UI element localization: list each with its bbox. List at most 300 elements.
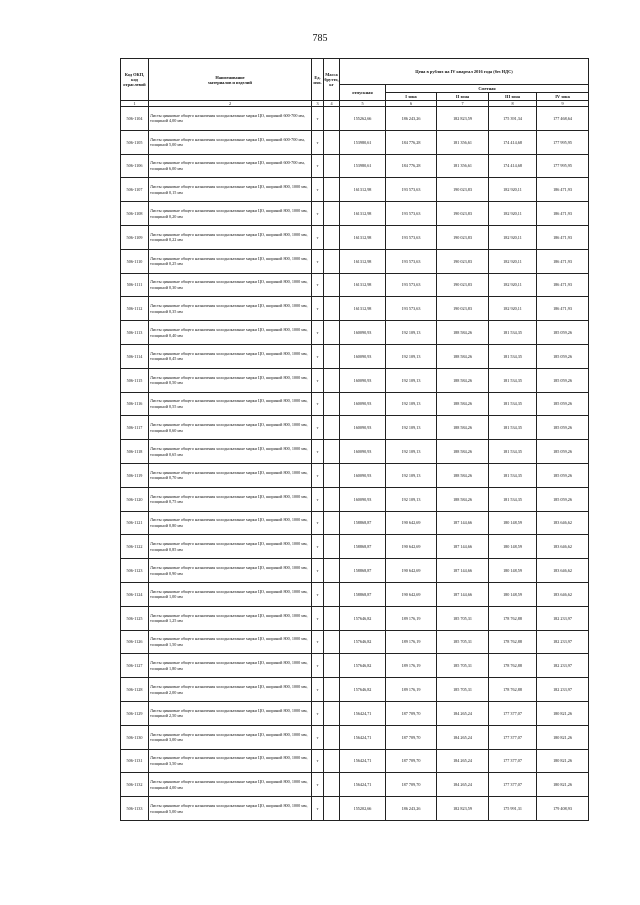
- cell-mass: [324, 273, 340, 297]
- cell-mass: [324, 535, 340, 559]
- cell-code: 506-1130: [121, 725, 149, 749]
- cell-mass: [324, 416, 340, 440]
- table-row: [121, 463, 589, 487]
- cell-zone3-price: 180 148,59: [489, 582, 537, 606]
- cell-unit: т: [312, 797, 324, 821]
- cell-zone3-price: 178 762,88: [489, 606, 537, 630]
- cell-zone1-price: 189 176,19: [386, 630, 437, 654]
- column-number: 7: [437, 101, 489, 107]
- name-header-line2: материалов и изделий: [208, 79, 252, 85]
- cell-zone1-price: 192 109,13: [386, 487, 437, 511]
- cell-zone4-price: 185 059,26: [537, 416, 589, 440]
- cell-zone3-price: 181 534,35: [489, 487, 537, 511]
- cell-code: 506-1104: [121, 107, 149, 131]
- cell-code: 506-1132: [121, 773, 149, 797]
- cell-zone1-price: 190 642,69: [386, 559, 437, 583]
- cell-name: Листы цинковые общего назначения холоднокатаные марки ЦО, шириной 800, 1000 мм, толщиной 2,00 мм: [149, 678, 312, 702]
- table-row: [121, 154, 589, 178]
- cell-zone2-price: 188 584,26: [437, 440, 489, 464]
- cell-code: 506-1120: [121, 487, 149, 511]
- cell-mass: [324, 297, 340, 321]
- cell-unit: т: [312, 511, 324, 535]
- cell-zone1-price: 190 642,69: [386, 511, 437, 535]
- table-row: [121, 297, 589, 321]
- cell-zone3-price: 177 377,07: [489, 701, 537, 725]
- cell-zone2-price: 187 144,66: [437, 559, 489, 583]
- cell-zone4-price: 177 468,64: [537, 107, 589, 131]
- cell-zone2-price: 190 023,83: [437, 249, 489, 273]
- cell-code: 506-1115: [121, 368, 149, 392]
- cell-zone4-price: 182 233,97: [537, 606, 589, 630]
- cell-zone2-price: 181 356,61: [437, 130, 489, 154]
- cell-zone1-price: 187 709,70: [386, 701, 437, 725]
- column-number: 8: [489, 101, 537, 107]
- cell-zone1-price: 192 109,13: [386, 463, 437, 487]
- cell-mass: [324, 392, 340, 416]
- zone4-header: IV зона: [537, 93, 589, 101]
- cell-unit: т: [312, 178, 324, 202]
- cell-code: 506-1124: [121, 582, 149, 606]
- table-row: [121, 178, 589, 202]
- cell-zone4-price: 183 646,62: [537, 511, 589, 535]
- cell-zone3-price: 181 534,35: [489, 392, 537, 416]
- cell-unit: т: [312, 225, 324, 249]
- cell-name: Листы цинковые общего назначения холоднокатаные марки ЦО, шириной 800, 1000 мм, толщиной 0,75 мм: [149, 487, 312, 511]
- cell-mass: [324, 559, 340, 583]
- cell-unit: т: [312, 630, 324, 654]
- cell-name: Листы цинковые общего назначения холоднокатаные марки ЦО, шириной 800, 1000 мм, толщиной 0,25 мм: [149, 249, 312, 273]
- cell-unit: т: [312, 392, 324, 416]
- mass-header-line3: кг: [329, 82, 334, 87]
- mass-header-line1: Масса: [325, 72, 338, 77]
- cell-zone1-price: 190 642,69: [386, 582, 437, 606]
- cell-release-price: 158868,87: [340, 511, 386, 535]
- cell-zone1-price: 193 573,63: [386, 297, 437, 321]
- cell-unit: т: [312, 107, 324, 131]
- cell-release-price: 156424,71: [340, 749, 386, 773]
- cell-unit: т: [312, 130, 324, 154]
- cell-code: 506-1113: [121, 321, 149, 345]
- cell-name: Листы цинковые общего назначения холоднокатаные марки ЦО, шириной 800, 1000 мм, толщиной 3,00 мм: [149, 725, 312, 749]
- cell-zone4-price: 185 059,26: [537, 487, 589, 511]
- cell-zone1-price: 190 642,69: [386, 535, 437, 559]
- cell-zone4-price: 186 471,93: [537, 225, 589, 249]
- cell-code: 506-1133: [121, 797, 149, 821]
- cell-unit: т: [312, 202, 324, 226]
- cell-mass: [324, 225, 340, 249]
- cell-zone1-price: 192 109,13: [386, 440, 437, 464]
- cell-code: 506-1119: [121, 463, 149, 487]
- code-header: [121, 59, 149, 101]
- table-row: [121, 582, 589, 606]
- cell-name: Листы цинковые общего назначения холоднокатаные марки ЦО, шириной 800, 1000 мм, толщиной 0,22 мм: [149, 225, 312, 249]
- cell-zone1-price: 184 776,28: [386, 130, 437, 154]
- cell-zone3-price: 178 762,88: [489, 630, 537, 654]
- cell-zone1-price: 189 176,19: [386, 678, 437, 702]
- column-number: 1: [121, 101, 149, 107]
- cell-code: 506-1109: [121, 225, 149, 249]
- cell-zone2-price: 188 584,26: [437, 392, 489, 416]
- name-header: [149, 59, 312, 101]
- cell-zone2-price: 187 144,66: [437, 582, 489, 606]
- cell-mass: [324, 487, 340, 511]
- cell-release-price: 161312,98: [340, 202, 386, 226]
- table-row: [121, 273, 589, 297]
- cell-mass: [324, 178, 340, 202]
- cell-name: Листы цинковые общего назначения холоднокатаные марки ЦО, шириной 800, 1000 мм, толщиной 0,50 мм: [149, 368, 312, 392]
- cell-zone4-price: 185 059,26: [537, 440, 589, 464]
- cell-zone3-price: 181 534,35: [489, 344, 537, 368]
- table-row: [121, 416, 589, 440]
- cell-mass: [324, 582, 340, 606]
- cell-name: Листы цинковые общего назначения холоднокатаные марки ЦО, шириной 800, 1000 мм, толщиной 0,40 мм: [149, 321, 312, 345]
- cell-zone4-price: 180 821,26: [537, 701, 589, 725]
- table-row: [121, 249, 589, 273]
- cell-mass: [324, 654, 340, 678]
- cell-name: Листы цинковые общего назначения холоднокатаные марки ЦО, шириной 800, 1000 мм, толщиной 0,85 мм: [149, 535, 312, 559]
- table-row: [121, 725, 589, 749]
- cell-code: 506-1105: [121, 130, 149, 154]
- cell-unit: т: [312, 297, 324, 321]
- cell-release-price: 160090,93: [340, 321, 386, 345]
- cell-zone3-price: 175 991,31: [489, 797, 537, 821]
- cell-zone1-price: 189 176,19: [386, 654, 437, 678]
- cell-mass: [324, 249, 340, 273]
- unit-header: [312, 59, 324, 101]
- cell-zone2-price: 185 705,31: [437, 678, 489, 702]
- cell-release-price: 158868,87: [340, 559, 386, 583]
- cell-unit: т: [312, 273, 324, 297]
- cell-zone2-price: 187 144,66: [437, 535, 489, 559]
- cell-code: 506-1117: [121, 416, 149, 440]
- table-row: [121, 630, 589, 654]
- cell-code: 506-1110: [121, 249, 149, 273]
- cell-zone1-price: 193 573,63: [386, 202, 437, 226]
- cell-code: 506-1126: [121, 630, 149, 654]
- cell-zone2-price: 188 584,26: [437, 321, 489, 345]
- cell-zone3-price: 180 148,59: [489, 559, 537, 583]
- cell-mass: [324, 463, 340, 487]
- cell-mass: [324, 107, 340, 131]
- cell-name: Листы цинковые общего назначения холоднокатаные марки ЦО, шириной 800, 1000 мм, толщиной 0,90 мм: [149, 559, 312, 583]
- cell-mass: [324, 344, 340, 368]
- table-row: [121, 344, 589, 368]
- cell-release-price: 161312,98: [340, 225, 386, 249]
- name-header-line1: Наименование: [215, 74, 245, 80]
- cell-release-price: 157646,82: [340, 678, 386, 702]
- zone1-header: I зона: [386, 93, 437, 101]
- cell-mass: [324, 701, 340, 725]
- cell-unit: т: [312, 725, 324, 749]
- cell-release-price: 161312,98: [340, 297, 386, 321]
- release-price-header: отпускная: [340, 85, 386, 101]
- cell-zone4-price: 180 821,26: [537, 725, 589, 749]
- cell-zone3-price: 177 377,07: [489, 725, 537, 749]
- cell-mass: [324, 606, 340, 630]
- cell-zone1-price: 193 573,63: [386, 178, 437, 202]
- cell-unit: т: [312, 535, 324, 559]
- cell-zone1-price: 186 243,26: [386, 797, 437, 821]
- table-row: [121, 797, 589, 821]
- cell-name: Листы цинковые общего назначения холоднокатаные марки ЦО, шириной 800, 1000 мм, толщиной 1,50 мм: [149, 630, 312, 654]
- cell-zone4-price: 182 233,97: [537, 654, 589, 678]
- cell-zone3-price: 182 920,11: [489, 178, 537, 202]
- table-row: [121, 749, 589, 773]
- cell-name: Листы цинковые общего назначения холоднокатаные марки ЦО, шириной 800, 1000 мм, толщиной 2,50 мм: [149, 701, 312, 725]
- code-header-line1: Код ОКП,: [124, 72, 145, 77]
- cell-zone2-price: 184 265,24: [437, 773, 489, 797]
- cell-name: Листы цинковые общего назначения холоднокатаные марки ЦО, шириной 800, 1000 мм, толщиной 3,50 мм: [149, 749, 312, 773]
- cell-release-price: 156424,71: [340, 773, 386, 797]
- cell-zone1-price: 193 573,63: [386, 273, 437, 297]
- cell-zone2-price: 188 584,26: [437, 368, 489, 392]
- cell-zone3-price: 180 148,59: [489, 511, 537, 535]
- cell-code: 506-1112: [121, 297, 149, 321]
- cell-zone4-price: 180 821,26: [537, 749, 589, 773]
- cell-zone1-price: 187 709,70: [386, 725, 437, 749]
- cell-unit: т: [312, 440, 324, 464]
- cell-unit: т: [312, 463, 324, 487]
- cell-release-price: 153980,61: [340, 154, 386, 178]
- zone3-header: III зона: [489, 93, 537, 101]
- cell-zone2-price: 184 265,24: [437, 701, 489, 725]
- cell-release-price: 157646,82: [340, 606, 386, 630]
- cell-name: Листы цинковые общего назначения холоднокатаные марки ЦО, шириной 800, 1000 мм, толщиной 0,65 мм: [149, 440, 312, 464]
- cell-code: 506-1122: [121, 535, 149, 559]
- cell-unit: т: [312, 368, 324, 392]
- cell-zone4-price: 182 233,97: [537, 630, 589, 654]
- column-number: 3: [312, 101, 324, 107]
- cell-zone4-price: 185 059,26: [537, 321, 589, 345]
- table-row: [121, 321, 589, 345]
- cell-zone2-price: 190 023,83: [437, 225, 489, 249]
- cell-zone2-price: 185 705,31: [437, 630, 489, 654]
- code-header-line2: код: [131, 77, 138, 82]
- cell-name: Листы цинковые общего назначения холоднокатаные марки ЦО, шириной 800, 1000 мм, толщиной 0,55 мм: [149, 392, 312, 416]
- cell-mass: [324, 630, 340, 654]
- cell-name: Листы цинковые общего назначения холоднокатаные марки ЦО, шириной 800, 1000 мм, толщиной 0,70 мм: [149, 463, 312, 487]
- cell-zone1-price: 184 776,28: [386, 154, 437, 178]
- cell-release-price: 157646,82: [340, 630, 386, 654]
- cell-unit: т: [312, 321, 324, 345]
- cell-unit: т: [312, 678, 324, 702]
- cell-zone1-price: 187 709,70: [386, 773, 437, 797]
- cell-zone4-price: 183 646,62: [537, 559, 589, 583]
- cell-zone4-price: 185 059,26: [537, 368, 589, 392]
- cell-release-price: 161312,98: [340, 249, 386, 273]
- cell-mass: [324, 154, 340, 178]
- cell-zone2-price: 188 584,26: [437, 344, 489, 368]
- cell-mass: [324, 440, 340, 464]
- cell-code: 506-1128: [121, 678, 149, 702]
- cell-zone1-price: 192 109,13: [386, 368, 437, 392]
- cell-zone3-price: 181 534,35: [489, 416, 537, 440]
- table-row: [121, 130, 589, 154]
- cell-code: 506-1118: [121, 440, 149, 464]
- cell-zone2-price: 190 023,83: [437, 297, 489, 321]
- cell-zone3-price: 182 920,11: [489, 202, 537, 226]
- cell-zone4-price: 185 059,26: [537, 463, 589, 487]
- cell-zone3-price: 181 534,35: [489, 368, 537, 392]
- cell-code: 506-1127: [121, 654, 149, 678]
- price-table: [120, 58, 589, 821]
- cell-zone4-price: 185 059,26: [537, 344, 589, 368]
- cell-unit: т: [312, 773, 324, 797]
- cell-name: Листы цинковые общего назначения холоднокатаные марки ЦО, шириной 600-700 мм, толщиной 4,00 мм: [149, 107, 312, 131]
- cell-zone4-price: 182 233,97: [537, 678, 589, 702]
- mass-header-line2: брутто,: [324, 77, 339, 82]
- cell-zone3-price: 182 920,11: [489, 297, 537, 321]
- cell-release-price: 155262,66: [340, 107, 386, 131]
- cell-mass: [324, 130, 340, 154]
- cell-code: 506-1106: [121, 154, 149, 178]
- cell-zone4-price: 186 471,93: [537, 249, 589, 273]
- cell-mass: [324, 511, 340, 535]
- cell-name: Листы цинковые общего назначения холоднокатаные марки ЦО, шириной 800, 1000 мм, толщиной 1,80 мм: [149, 654, 312, 678]
- cell-mass: [324, 749, 340, 773]
- table-row: [121, 559, 589, 583]
- cell-zone3-price: 182 920,11: [489, 225, 537, 249]
- table-body: [121, 107, 589, 821]
- cell-name: Листы цинковые общего назначения холоднокатаные марки ЦО, шириной 600-700 мм, толщиной 5,00 мм: [149, 130, 312, 154]
- cell-zone2-price: 190 023,83: [437, 202, 489, 226]
- table-row: [121, 773, 589, 797]
- cell-code: 506-1131: [121, 749, 149, 773]
- cell-zone3-price: 177 377,07: [489, 773, 537, 797]
- cell-zone2-price: 181 356,61: [437, 154, 489, 178]
- table-row: [121, 511, 589, 535]
- cell-zone2-price: 184 265,24: [437, 725, 489, 749]
- cell-release-price: 160090,93: [340, 463, 386, 487]
- cell-zone4-price: 180 821,26: [537, 773, 589, 797]
- cell-zone2-price: 187 144,66: [437, 511, 489, 535]
- cell-zone4-price: 185 059,26: [537, 392, 589, 416]
- cell-name: Листы цинковые общего назначения холоднокатаные марки ЦО, шириной 800, 1000 мм, толщиной 0,45 мм: [149, 344, 312, 368]
- cell-zone2-price: 182 823,59: [437, 107, 489, 131]
- table-row: [121, 202, 589, 226]
- cell-zone1-price: 186 243,26: [386, 107, 437, 131]
- cell-mass: [324, 321, 340, 345]
- cell-unit: т: [312, 416, 324, 440]
- cell-name: Листы цинковые общего назначения холоднокатаные марки ЦО, шириной 800, 1000 мм, толщиной 0,15 мм: [149, 178, 312, 202]
- cell-release-price: 160090,93: [340, 368, 386, 392]
- cell-code: 506-1123: [121, 559, 149, 583]
- table-row: [121, 701, 589, 725]
- cell-release-price: 160090,93: [340, 416, 386, 440]
- code-header-line3: отраслевой: [123, 82, 146, 87]
- cell-zone2-price: 185 705,31: [437, 606, 489, 630]
- cell-code: 506-1107: [121, 178, 149, 202]
- cell-unit: т: [312, 487, 324, 511]
- cell-zone1-price: 193 573,63: [386, 249, 437, 273]
- cell-zone4-price: 186 471,93: [537, 273, 589, 297]
- cell-zone4-price: 179 408,93: [537, 797, 589, 821]
- table-row: [121, 606, 589, 630]
- zone2-header: II зона: [437, 93, 489, 101]
- cell-zone1-price: 192 109,13: [386, 392, 437, 416]
- cell-mass: [324, 725, 340, 749]
- page-number: 785: [312, 33, 328, 44]
- cell-zone4-price: 186 471,93: [537, 178, 589, 202]
- cell-zone3-price: 181 534,35: [489, 463, 537, 487]
- cell-zone1-price: 192 109,13: [386, 321, 437, 345]
- cell-unit: т: [312, 154, 324, 178]
- cell-name: Листы цинковые общего назначения холоднокатаные марки ЦО, шириной 800, 1000 мм, толщиной 0,35 мм: [149, 297, 312, 321]
- cell-release-price: 160090,93: [340, 344, 386, 368]
- cell-release-price: 156424,71: [340, 725, 386, 749]
- cell-unit: т: [312, 606, 324, 630]
- cell-zone3-price: 178 762,88: [489, 678, 537, 702]
- table-row: [121, 392, 589, 416]
- cell-zone3-price: 182 920,11: [489, 249, 537, 273]
- cell-zone4-price: 177 995,95: [537, 130, 589, 154]
- cell-release-price: 158868,87: [340, 535, 386, 559]
- cell-name: Листы цинковые общего назначения холоднокатаные марки ЦО, шириной 600-700 мм, толщиной 6,00 мм: [149, 154, 312, 178]
- cell-zone3-price: 177 377,07: [489, 749, 537, 773]
- cell-code: 506-1129: [121, 701, 149, 725]
- table-row: [121, 107, 589, 131]
- cell-release-price: 157646,82: [340, 654, 386, 678]
- cell-zone3-price: 181 534,35: [489, 440, 537, 464]
- cell-code: 506-1125: [121, 606, 149, 630]
- cell-zone1-price: 189 176,19: [386, 606, 437, 630]
- cell-code: 506-1121: [121, 511, 149, 535]
- cell-mass: [324, 368, 340, 392]
- cell-release-price: 160090,93: [340, 392, 386, 416]
- cell-unit: т: [312, 249, 324, 273]
- cell-release-price: 161312,98: [340, 273, 386, 297]
- cell-mass: [324, 678, 340, 702]
- column-number: 5: [340, 101, 386, 107]
- cell-zone2-price: 190 023,83: [437, 273, 489, 297]
- cell-release-price: 160090,93: [340, 440, 386, 464]
- cell-zone3-price: 181 534,35: [489, 321, 537, 345]
- cell-release-price: 155202,66: [340, 797, 386, 821]
- estimate-price-header: Сметная: [386, 85, 589, 93]
- cell-unit: т: [312, 701, 324, 725]
- cell-unit: т: [312, 344, 324, 368]
- cell-code: 506-1114: [121, 344, 149, 368]
- cell-zone4-price: 183 646,62: [537, 582, 589, 606]
- cell-zone3-price: 180 148,59: [489, 535, 537, 559]
- cell-name: Листы цинковые общего назначения холоднокатаные марки ЦО, шириной 800, 1000 мм, толщиной 1,00 мм: [149, 582, 312, 606]
- cell-unit: т: [312, 559, 324, 583]
- cell-zone4-price: 177 995,95: [537, 154, 589, 178]
- column-number: 2: [149, 101, 312, 107]
- cell-zone2-price: 190 023,83: [437, 178, 489, 202]
- cell-name: Листы цинковые общего назначения холоднокатаные марки ЦО, шириной 800, 1000 мм, толщиной 5,00 мм: [149, 797, 312, 821]
- price-header: Цена в рублях на IV квартал 2016 года (без НДС): [340, 59, 589, 85]
- cell-zone2-price: 182 823,59: [437, 797, 489, 821]
- cell-mass: [324, 773, 340, 797]
- mass-header: [324, 59, 340, 101]
- table-row: [121, 225, 589, 249]
- unit-header-line1: Ед.: [314, 74, 321, 80]
- table-row: [121, 368, 589, 392]
- cell-zone2-price: 185 705,31: [437, 654, 489, 678]
- cell-mass: [324, 202, 340, 226]
- cell-name: Листы цинковые общего назначения холоднокатаные марки ЦО, шириной 800, 1000 мм, толщиной 4,00 мм: [149, 773, 312, 797]
- cell-name: Листы цинковые общего назначения холоднокатаные марки ЦО, шириной 800, 1000 мм, толщиной 0,80 мм: [149, 511, 312, 535]
- cell-zone3-price: 178 762,88: [489, 654, 537, 678]
- cell-mass: [324, 797, 340, 821]
- cell-release-price: 158868,87: [340, 582, 386, 606]
- cell-name: Листы цинковые общего назначения холоднокатаные марки ЦО, шириной 800, 1000 мм, толщиной 0,60 мм: [149, 416, 312, 440]
- cell-zone1-price: 192 109,13: [386, 416, 437, 440]
- table-row: [121, 487, 589, 511]
- cell-release-price: 156424,71: [340, 701, 386, 725]
- cell-zone2-price: 188 584,26: [437, 416, 489, 440]
